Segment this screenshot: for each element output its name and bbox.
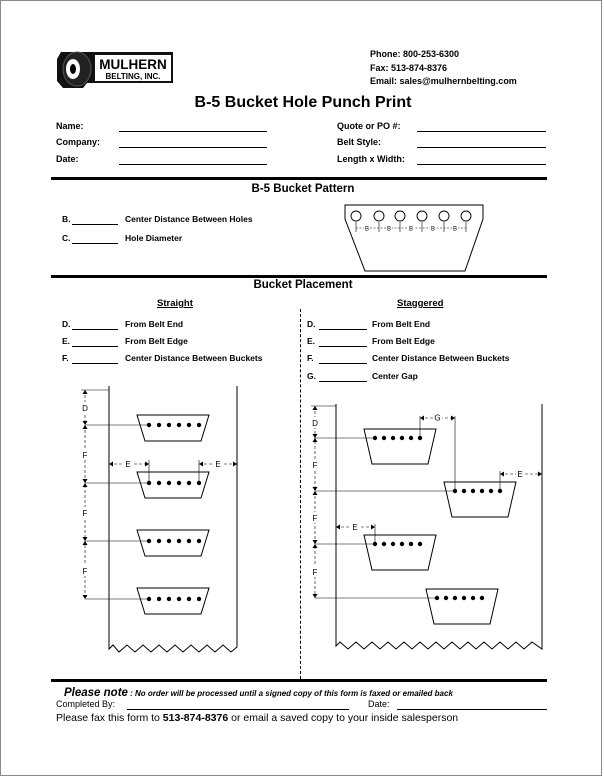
straight-f-dim: F xyxy=(82,451,88,460)
fax-instructions-post: or email a saved copy to your inside salesperson xyxy=(228,712,459,724)
c-letter: C. xyxy=(62,233,71,243)
completed-by-field[interactable] xyxy=(127,709,349,710)
straight-d-letter: D. xyxy=(62,319,71,329)
note-text: : No order will be processed until a signed copy of this form is faxed or emailed back xyxy=(127,689,453,698)
phone-text: Phone: 800-253-6300 xyxy=(370,49,460,59)
quote-po-field[interactable] xyxy=(417,131,546,132)
section-divider xyxy=(51,177,547,180)
placement-heading: Bucket Placement xyxy=(253,279,353,291)
staggered-heading: Staggered xyxy=(397,298,444,309)
staggered-f-dim: F xyxy=(312,461,318,470)
straight-e-field[interactable] xyxy=(72,346,118,347)
b-dim-4: B xyxy=(430,226,436,233)
straight-e-dim: E xyxy=(125,460,131,469)
straight-f-dim: F xyxy=(82,509,88,518)
c-field[interactable] xyxy=(72,243,118,244)
column-divider xyxy=(300,309,301,679)
staggered-d-dim: D xyxy=(312,419,318,428)
contact-block xyxy=(370,48,517,89)
staggered-g-field[interactable] xyxy=(319,381,367,382)
staggered-d-letter: D. xyxy=(307,319,316,329)
email-text: Email: sales@mulhernbelting.com xyxy=(370,76,517,86)
page-title: B-5 Bucket Hole Punch Print xyxy=(194,94,412,111)
company-field[interactable] xyxy=(119,147,267,148)
company-logo xyxy=(55,49,177,91)
staggered-e-letter: E. xyxy=(307,336,316,346)
straight-d-label: From Belt End xyxy=(125,319,184,329)
b-field[interactable] xyxy=(72,224,118,225)
c-label: Hole Diameter xyxy=(125,233,183,243)
belt-style-label: Belt Style: xyxy=(337,137,382,147)
b-dim-5: B xyxy=(452,226,458,233)
note-label: Please note xyxy=(64,687,128,699)
bucket-pattern-diagram xyxy=(341,199,489,275)
staggered-f-dim: F xyxy=(312,568,318,577)
straight-f-dim: F xyxy=(82,567,88,576)
logo-name: MULHERN xyxy=(99,57,167,72)
quote-po-label: Quote or PO #: xyxy=(337,121,401,131)
length-width-field[interactable] xyxy=(417,164,546,165)
straight-heading: Straight xyxy=(157,298,193,309)
staggered-g-letter: G. xyxy=(307,371,316,381)
staggered-f-label: Center Distance Between Buckets xyxy=(372,353,510,363)
fax-text: Fax: 513-874-8376 xyxy=(370,62,448,73)
straight-e-label: From Belt Edge xyxy=(125,336,188,346)
staggered-g-label: Center Gap xyxy=(372,371,418,381)
section-divider xyxy=(51,679,547,682)
fax-instructions xyxy=(56,712,458,724)
footer-date-field[interactable] xyxy=(397,709,547,710)
b-label: Center Distance Between Holes xyxy=(125,214,253,224)
straight-e-letter: E. xyxy=(62,336,71,346)
b-dim-2: B xyxy=(386,226,392,233)
footer-date-label: Date: xyxy=(368,699,390,709)
staggered-placement-diagram xyxy=(306,396,551,676)
completed-by-label: Completed By: xyxy=(56,699,116,709)
staggered-f-dim: F xyxy=(312,514,318,523)
staggered-e-field[interactable] xyxy=(319,346,367,347)
length-width-label: Length x Width: xyxy=(337,154,405,164)
straight-e-dim: E xyxy=(215,460,221,469)
staggered-e-label: From Belt Edge xyxy=(372,336,435,346)
staggered-e-dim: E xyxy=(517,470,523,479)
logo-subname: BELTING, INC. xyxy=(105,72,161,81)
b-dim-1: B xyxy=(364,226,370,233)
staggered-d-label: From Belt End xyxy=(372,319,431,329)
straight-f-field[interactable] xyxy=(72,363,118,364)
date-field[interactable] xyxy=(119,164,267,165)
staggered-e-dim: E xyxy=(352,523,358,532)
b-letter: B. xyxy=(62,214,71,224)
fax-instructions-pre: Please fax this form to xyxy=(56,712,163,724)
section-divider xyxy=(51,275,547,278)
staggered-g-dim: G xyxy=(434,413,441,423)
straight-d-field[interactable] xyxy=(72,329,118,330)
straight-f-label: Center Distance Between Buckets xyxy=(125,353,263,363)
name-field[interactable] xyxy=(119,131,267,132)
note-line xyxy=(64,683,453,701)
name-label: Name: xyxy=(56,121,84,131)
straight-d-dim: D xyxy=(82,404,88,413)
date-label: Date: xyxy=(56,154,79,164)
belt-style-field[interactable] xyxy=(417,147,546,148)
staggered-f-field[interactable] xyxy=(319,363,367,364)
company-label: Company: xyxy=(56,137,101,147)
staggered-d-field[interactable] xyxy=(319,329,367,330)
straight-f-letter: F. xyxy=(62,353,69,363)
b-dim-3: B xyxy=(408,226,414,233)
staggered-f-letter: F. xyxy=(307,353,314,363)
fax-number: 513-874-8376 xyxy=(162,712,229,724)
straight-placement-diagram xyxy=(71,386,251,676)
pattern-heading: B-5 Bucket Pattern xyxy=(251,183,355,195)
